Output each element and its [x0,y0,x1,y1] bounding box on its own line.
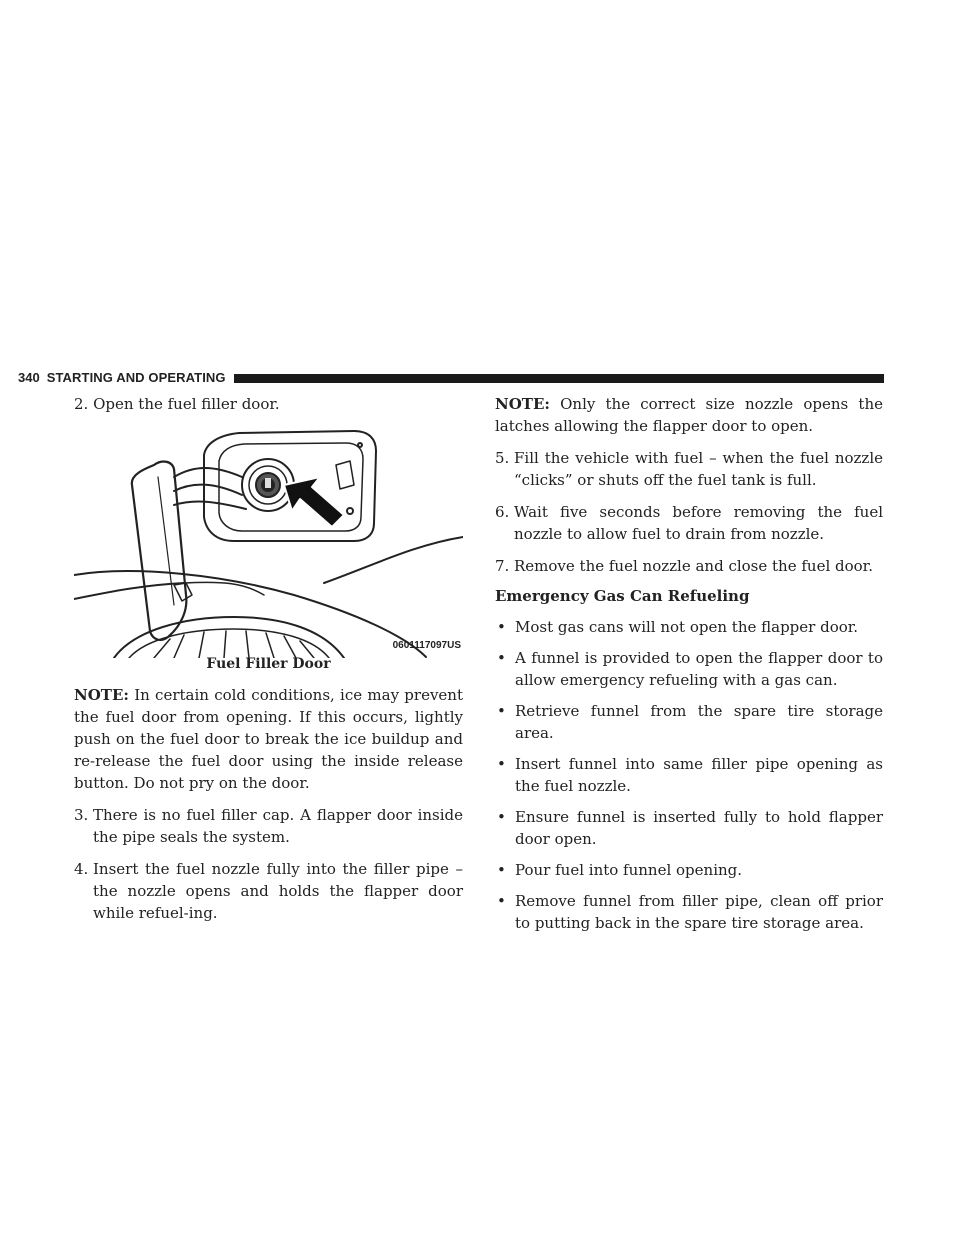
bullet-icon: • [497,755,506,773]
step-number: 7. [495,557,510,575]
step-number: 6. [495,503,510,521]
note-text: Only the correct size nozzle opens the latches allowing the flapper door to open. [495,395,883,435]
header-rule [234,374,884,383]
bullet-icon: • [497,649,506,667]
bullet-icon: • [497,861,506,879]
step-text: Insert the fuel nozzle fully into the filler pipe – the nozzle opens and holds the flapper door while refuel-ing. [93,860,463,922]
figure-fuel-filler-door [74,425,463,658]
step-5 [495,447,883,491]
list-item: • Insert funnel into same filler pipe opening as the fuel nozzle. [497,755,883,795]
step-number: 3. [74,806,89,824]
step-3 [74,804,463,848]
note-nozzle [495,393,883,437]
left-column [74,393,463,924]
section-heading: Emergency Gas Can Refueling [495,587,750,605]
step-text: Wait five seconds before removing the fuel nozzle to allow fuel to drain from nozzle. [514,503,883,543]
list-item: • Retrieve funnel from the spare tire storage area. [497,702,883,742]
bullet-icon: • [497,702,506,720]
bullet-list [495,616,883,934]
step-number: 4. [74,860,89,878]
list-item: • A funnel is provided to open the flapper door to allow emergency refueling with a gas can. [497,649,883,689]
page-header [18,369,884,387]
step-6 [495,501,883,545]
list-item: • Remove funnel from filler pipe, clean off prior to putting back in the spare tire storage area. [497,892,883,932]
arrow-icon [284,477,344,527]
figure-caption: Fuel Filler Door [206,656,331,672]
note-text: In certain cold conditions, ice may prevent the fuel door from opening. If this occurs, lightly push on the fuel door to break the ice buildup and re-release the fuel door using the inside release button. Do not pry on the door. [74,686,463,792]
bullet-icon: • [497,618,506,636]
list-item: • Pour fuel into funnel opening. [497,861,743,879]
note-label: NOTE: [495,395,550,413]
note-cold [74,684,463,794]
bullet-icon: • [497,808,506,826]
right-column [495,393,883,934]
step-7 [495,555,883,577]
list-item: • Ensure funnel is inserted fully to hold flapper door open. [497,808,883,848]
step-4 [74,858,463,924]
step-text: Remove the fuel nozzle and close the fuel door. [514,557,873,575]
fuel-filler-door-illustration [74,425,463,658]
step-2: 2. Open the fuel filler door. [74,395,280,413]
step-text: Fill the vehicle with fuel – when the fuel nozzle “clicks” or shuts off the fuel tank is full. [514,449,883,489]
section-title: STARTING AND OPERATING [46,370,226,385]
figure-code: 0601117097US [392,640,461,651]
note-label: NOTE: [74,686,129,704]
bullet-icon: • [497,892,506,910]
page-number: 340 [18,370,40,385]
step-text: There is no fuel filler cap. A flapper door inside the pipe seals the system. [93,806,463,846]
list-item: • Most gas cans will not open the flapper door. [497,618,859,636]
step-number: 5. [495,449,510,467]
